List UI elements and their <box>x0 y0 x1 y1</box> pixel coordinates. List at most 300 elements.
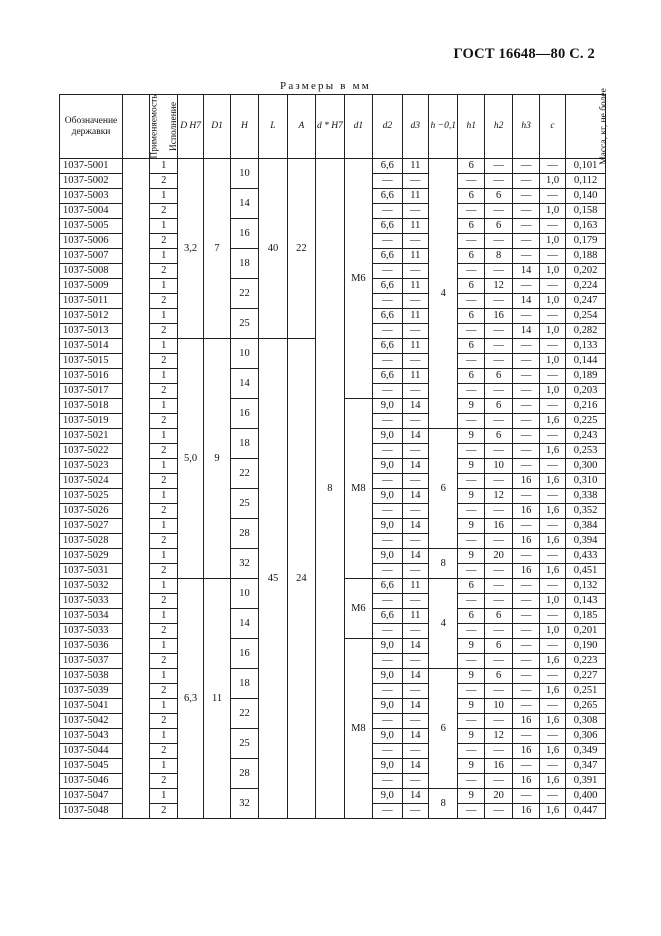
cell-ispoln: 1 <box>150 549 177 564</box>
cell-d2: — <box>373 174 402 189</box>
cell-h: 6 <box>429 429 458 549</box>
cell-c: — <box>539 309 565 324</box>
cell-mass: 0,310 <box>566 474 606 489</box>
cell-mass: 0,251 <box>566 684 606 699</box>
cell-c: 1,0 <box>539 624 565 639</box>
cell-des: 1037-5002 <box>60 174 123 189</box>
cell-ispoln: 1 <box>150 639 177 654</box>
cell-h1: 6 <box>458 189 484 204</box>
cell-d2: 6,6 <box>373 279 402 294</box>
cell-des: 1037-5046 <box>60 774 123 789</box>
cell-d2: — <box>373 594 402 609</box>
cell-c: 1,0 <box>539 174 565 189</box>
cell-h2: — <box>484 339 512 354</box>
cell-d2: — <box>373 684 402 699</box>
cell-a: 22 <box>287 159 315 339</box>
cell-mass: 0,133 <box>566 339 606 354</box>
cell-h1: — <box>458 534 484 549</box>
cell-h: 4 <box>429 579 458 669</box>
cell-d3: — <box>402 474 428 489</box>
cell-h3: 14 <box>513 294 539 309</box>
cell-l: 40 <box>259 159 287 339</box>
cell-d3: 11 <box>402 279 428 294</box>
cell-mass: 0,451 <box>566 564 606 579</box>
cell-d3: — <box>402 594 428 609</box>
cell-h1: 9 <box>458 759 484 774</box>
cell-h2: — <box>484 579 512 594</box>
cell-ispoln: 2 <box>150 804 177 819</box>
cell-d3: 14 <box>402 669 428 684</box>
cell-des: 1037-5026 <box>60 504 123 519</box>
cell-c: — <box>539 189 565 204</box>
cell-c: — <box>539 579 565 594</box>
cell-mass: 0,112 <box>566 174 606 189</box>
cell-ispoln: 1 <box>150 249 177 264</box>
cell-d2: — <box>373 654 402 669</box>
cell-c: 1,0 <box>539 324 565 339</box>
cell-c: 1,6 <box>539 504 565 519</box>
cell-h3: — <box>513 579 539 594</box>
cell-d3: — <box>402 654 428 669</box>
cell-des: 1037-5029 <box>60 549 123 564</box>
cell-h3: — <box>513 234 539 249</box>
cell-h: 32 <box>230 789 258 819</box>
cell-h1: — <box>458 504 484 519</box>
cell-d3: — <box>402 684 428 699</box>
cell-h3: — <box>513 414 539 429</box>
cell-d2: — <box>373 354 402 369</box>
cell-h1: — <box>458 624 484 639</box>
col-applicability-label: Применяемость <box>149 94 160 159</box>
cell-h3: — <box>513 354 539 369</box>
cell-d2: 9,0 <box>373 519 402 534</box>
cell-h3: — <box>513 669 539 684</box>
cell-ispoln: 1 <box>150 459 177 474</box>
cell-h: 25 <box>230 729 258 759</box>
cell-h2: — <box>484 504 512 519</box>
cell-mass: 0,144 <box>566 354 606 369</box>
cell-c: 1,6 <box>539 684 565 699</box>
cell-h: 18 <box>230 669 258 699</box>
cell-des: 1037-5043 <box>60 729 123 744</box>
cell-des: 1037-5014 <box>60 339 123 354</box>
cell-d: 6,3 <box>177 579 203 819</box>
cell-h: 14 <box>230 189 258 219</box>
cell-h1: — <box>458 744 484 759</box>
cell-h1: — <box>458 294 484 309</box>
cell-ispoln: 1 <box>150 339 177 354</box>
cell-c: — <box>539 699 565 714</box>
cell-h1: — <box>458 684 484 699</box>
cell-h1: 9 <box>458 549 484 564</box>
cell-c: — <box>539 459 565 474</box>
cell-c: 1,6 <box>539 414 565 429</box>
cell-h3: 16 <box>513 774 539 789</box>
cell-h3: 16 <box>513 744 539 759</box>
cell-c: 1,6 <box>539 774 565 789</box>
cell-d1: M8 <box>344 639 372 819</box>
col-d1: d1 <box>344 95 372 159</box>
cell-c: 1,6 <box>539 444 565 459</box>
cell-c: — <box>539 219 565 234</box>
cell-h1: — <box>458 384 484 399</box>
cell-ispoln: 1 <box>150 699 177 714</box>
cell-d2: 6,6 <box>373 189 402 204</box>
cell-des: 1037-5009 <box>60 279 123 294</box>
cell-ispoln: 2 <box>150 564 177 579</box>
cell-h1: 6 <box>458 309 484 324</box>
cell-h1: — <box>458 804 484 819</box>
cell-c: — <box>539 519 565 534</box>
col-mass <box>566 88 610 165</box>
cell-h2: 20 <box>484 789 512 804</box>
cell-d2: 9,0 <box>373 729 402 744</box>
cell-mass: 0,338 <box>566 489 606 504</box>
cell-des: 1037-5011 <box>60 294 123 309</box>
cell-d: 3,2 <box>177 159 203 339</box>
cell-d3: 11 <box>402 189 428 204</box>
cell-ispoln: 1 <box>150 159 177 174</box>
cell-d3: 11 <box>402 309 428 324</box>
col-applicability <box>123 94 160 159</box>
cell-h2: — <box>484 444 512 459</box>
cell-d2: — <box>373 624 402 639</box>
cell-h1: 9 <box>458 399 484 414</box>
cell-c: 1,0 <box>539 264 565 279</box>
cell-h2: — <box>484 624 512 639</box>
cell-mass: 0,352 <box>566 504 606 519</box>
cell-h1: 9 <box>458 699 484 714</box>
cell-mass: 0,300 <box>566 459 606 474</box>
cell-c: 1,6 <box>539 714 565 729</box>
cell-des: 1037-5007 <box>60 249 123 264</box>
cell-d2: 9,0 <box>373 399 402 414</box>
cell-h3: — <box>513 384 539 399</box>
cell-ispoln: 2 <box>150 444 177 459</box>
cell-h3: — <box>513 174 539 189</box>
cell-c: 1,6 <box>539 744 565 759</box>
cell-mass: 0,189 <box>566 369 606 384</box>
cell-h3: — <box>513 204 539 219</box>
cell-c: — <box>539 639 565 654</box>
cell-c: 1,0 <box>539 354 565 369</box>
cell-h2: — <box>484 474 512 489</box>
cell-h3: 14 <box>513 264 539 279</box>
cell-h1: — <box>458 204 484 219</box>
cell-h3: — <box>513 789 539 804</box>
cell-d2: — <box>373 774 402 789</box>
cell-d2: — <box>373 204 402 219</box>
col-H: H <box>230 95 258 159</box>
cell-h1: — <box>458 474 484 489</box>
cell-h: 25 <box>230 489 258 519</box>
cell-mass: 0,253 <box>566 444 606 459</box>
cell-mass: 0,400 <box>566 789 606 804</box>
cell-des: 1037-5039 <box>60 684 123 699</box>
cell-h2: — <box>484 714 512 729</box>
cell-mass: 0,143 <box>566 594 606 609</box>
cell-des: 1037-5037 <box>60 654 123 669</box>
cell-h: 16 <box>230 399 258 429</box>
cell-c: 1,6 <box>539 654 565 669</box>
cell-d2: 9,0 <box>373 429 402 444</box>
cell-d2: — <box>373 714 402 729</box>
cell-d3: — <box>402 564 428 579</box>
cell-h1: — <box>458 654 484 669</box>
cell-ispoln: 2 <box>150 264 177 279</box>
cell-d3: — <box>402 444 428 459</box>
cell-prim <box>123 159 150 819</box>
cell-mass: 0,203 <box>566 384 606 399</box>
cell-d3: — <box>402 324 428 339</box>
col-L: L <box>259 95 287 159</box>
cell-h1: 6 <box>458 159 484 174</box>
cell-h3: — <box>513 684 539 699</box>
cell-ispoln: 1 <box>150 399 177 414</box>
cell-mass: 0,132 <box>566 579 606 594</box>
cell-mass: 0,347 <box>566 759 606 774</box>
cell-d2: — <box>373 324 402 339</box>
cell-h2: 6 <box>484 609 512 624</box>
cell-c: — <box>539 429 565 444</box>
cell-des: 1037-5036 <box>60 639 123 654</box>
cell-h2: — <box>484 354 512 369</box>
cell-d: 5,0 <box>177 339 203 579</box>
cell-d2: — <box>373 414 402 429</box>
cell-h3: — <box>513 699 539 714</box>
col-h3: h3 <box>513 95 539 159</box>
cell-ispoln: 1 <box>150 729 177 744</box>
cell-h3: — <box>513 549 539 564</box>
cell-ispoln: 2 <box>150 714 177 729</box>
cell-h: 14 <box>230 369 258 399</box>
cell-h1: — <box>458 564 484 579</box>
cell-h2: 10 <box>484 459 512 474</box>
cell-d2: 9,0 <box>373 489 402 504</box>
cell-c: 1,6 <box>539 804 565 819</box>
cell-h: 22 <box>230 699 258 729</box>
cell-a: 24 <box>287 339 315 819</box>
col-version-label: Исполнение <box>169 101 180 152</box>
cell-h: 28 <box>230 759 258 789</box>
cell-d3: — <box>402 174 428 189</box>
cell-d: 8 <box>316 159 344 819</box>
cell-d2: 6,6 <box>373 369 402 384</box>
cell-d2: — <box>373 504 402 519</box>
cell-ispoln: 2 <box>150 474 177 489</box>
cell-des: 1037-5033 <box>60 624 123 639</box>
cell-h1: 6 <box>458 219 484 234</box>
table-header-row <box>60 95 606 159</box>
cell-ispoln: 2 <box>150 744 177 759</box>
cell-h1: — <box>458 414 484 429</box>
cell-c: — <box>539 489 565 504</box>
cell-h2: 6 <box>484 219 512 234</box>
cell-h2: 10 <box>484 699 512 714</box>
cell-d3: — <box>402 204 428 219</box>
cell-h3: — <box>513 654 539 669</box>
cell-c: 1,6 <box>539 534 565 549</box>
cell-ispoln: 2 <box>150 324 177 339</box>
cell-d2: 9,0 <box>373 549 402 564</box>
cell-des: 1037-5017 <box>60 384 123 399</box>
cell-h2: — <box>484 174 512 189</box>
cell-d3: — <box>402 384 428 399</box>
col-D1: D1 <box>204 95 230 159</box>
cell-ispoln: 2 <box>150 204 177 219</box>
cell-h: 10 <box>230 339 258 369</box>
cell-d2: — <box>373 384 402 399</box>
cell-d3: 11 <box>402 579 428 594</box>
cell-ispoln: 1 <box>150 279 177 294</box>
cell-mass: 0,254 <box>566 309 606 324</box>
cell-d3: — <box>402 504 428 519</box>
cell-h2: — <box>484 159 512 174</box>
cell-d2: — <box>373 444 402 459</box>
cell-des: 1037-5022 <box>60 444 123 459</box>
cell-h: 8 <box>429 789 458 819</box>
cell-d3: 14 <box>402 639 428 654</box>
cell-mass: 0,308 <box>566 714 606 729</box>
cell-h: 18 <box>230 429 258 459</box>
cell-ispoln: 2 <box>150 504 177 519</box>
cell-h2: 12 <box>484 489 512 504</box>
cell-d2: — <box>373 804 402 819</box>
cell-des: 1037-5042 <box>60 714 123 729</box>
cell-ispoln: 1 <box>150 669 177 684</box>
cell-h2: — <box>484 594 512 609</box>
cell-h1: — <box>458 324 484 339</box>
cell-c: — <box>539 729 565 744</box>
cell-d3: 11 <box>402 339 428 354</box>
cell-ispoln: 2 <box>150 414 177 429</box>
cell-mass: 0,447 <box>566 804 606 819</box>
cell-ispoln: 1 <box>150 789 177 804</box>
cell-d3: 11 <box>402 159 428 174</box>
cell-h1: — <box>458 714 484 729</box>
cell-h3: 16 <box>513 714 539 729</box>
cell-c: — <box>539 339 565 354</box>
col-A: A <box>287 95 315 159</box>
cell-des: 1037-5028 <box>60 534 123 549</box>
cell-ispoln: 1 <box>150 609 177 624</box>
cell-h1: 9 <box>458 669 484 684</box>
cell-ispoln: 2 <box>150 294 177 309</box>
cell-ispoln: 2 <box>150 174 177 189</box>
cell-des: 1037-5015 <box>60 354 123 369</box>
cell-h2: — <box>484 744 512 759</box>
cell-h2: — <box>484 534 512 549</box>
cell-c: 1,0 <box>539 594 565 609</box>
cell-d2: 6,6 <box>373 309 402 324</box>
cell-des: 1037-5003 <box>60 189 123 204</box>
cell-ispoln: 2 <box>150 684 177 699</box>
cell-des: 1037-5001 <box>60 159 123 174</box>
cell-h2: — <box>484 204 512 219</box>
cell-mass: 0,163 <box>566 219 606 234</box>
cell-h3: — <box>513 729 539 744</box>
cell-d3: 11 <box>402 219 428 234</box>
col-d3: d3 <box>402 95 428 159</box>
cell-h3: 16 <box>513 804 539 819</box>
cell-h2: — <box>484 294 512 309</box>
cell-mass: 0,190 <box>566 639 606 654</box>
cell-c: 1,0 <box>539 294 565 309</box>
cell-h: 16 <box>230 639 258 669</box>
cell-h3: — <box>513 639 539 654</box>
cell-h1: 9 <box>458 519 484 534</box>
cell-ispoln: 2 <box>150 234 177 249</box>
cell-ispoln: 1 <box>150 309 177 324</box>
table-row <box>60 159 606 174</box>
cell-d3: 14 <box>402 699 428 714</box>
cell-mass: 0,394 <box>566 534 606 549</box>
cell-ispoln: 2 <box>150 774 177 789</box>
cell-ispoln: 1 <box>150 219 177 234</box>
cell-des: 1037-5027 <box>60 519 123 534</box>
cell-d3: 14 <box>402 729 428 744</box>
cell-mass: 0,243 <box>566 429 606 444</box>
cell-d1: 11 <box>204 579 230 819</box>
cell-h2: 6 <box>484 429 512 444</box>
cell-d3: 14 <box>402 459 428 474</box>
cell-h3: — <box>513 369 539 384</box>
cell-des: 1037-5048 <box>60 804 123 819</box>
cell-ispoln: 1 <box>150 519 177 534</box>
cell-h3: 14 <box>513 324 539 339</box>
cell-des: 1037-5033 <box>60 594 123 609</box>
cell-h1: 6 <box>458 339 484 354</box>
cell-h2: 20 <box>484 549 512 564</box>
cell-h1: — <box>458 354 484 369</box>
cell-h: 10 <box>230 159 258 189</box>
cell-h3: — <box>513 219 539 234</box>
cell-h2: — <box>484 324 512 339</box>
cell-des: 1037-5047 <box>60 789 123 804</box>
cell-d2: 6,6 <box>373 159 402 174</box>
cell-d2: — <box>373 744 402 759</box>
cell-d2: — <box>373 234 402 249</box>
cell-mass: 0,185 <box>566 609 606 624</box>
table-caption: Размеры в мм <box>280 80 371 92</box>
cell-d2: — <box>373 534 402 549</box>
cell-d3: — <box>402 774 428 789</box>
cell-h3: 16 <box>513 534 539 549</box>
cell-mass: 0,140 <box>566 189 606 204</box>
cell-h2: — <box>484 234 512 249</box>
cell-h2: — <box>484 684 512 699</box>
cell-h3: — <box>513 519 539 534</box>
cell-d3: — <box>402 624 428 639</box>
cell-h1: — <box>458 174 484 189</box>
col-designation: Обозначение державки <box>60 95 123 159</box>
cell-d2: — <box>373 564 402 579</box>
cell-ispoln: 2 <box>150 354 177 369</box>
cell-h: 6 <box>429 669 458 789</box>
cell-c: 1,0 <box>539 384 565 399</box>
cell-d3: 14 <box>402 519 428 534</box>
cell-h3: — <box>513 429 539 444</box>
cell-d2: 9,0 <box>373 699 402 714</box>
cell-ispoln: 2 <box>150 594 177 609</box>
cell-des: 1037-5041 <box>60 699 123 714</box>
cell-mass: 0,223 <box>566 654 606 669</box>
cell-des: 1037-5013 <box>60 324 123 339</box>
cell-d2: — <box>373 264 402 279</box>
cell-h1: — <box>458 444 484 459</box>
cell-des: 1037-5008 <box>60 264 123 279</box>
cell-d2: 6,6 <box>373 609 402 624</box>
